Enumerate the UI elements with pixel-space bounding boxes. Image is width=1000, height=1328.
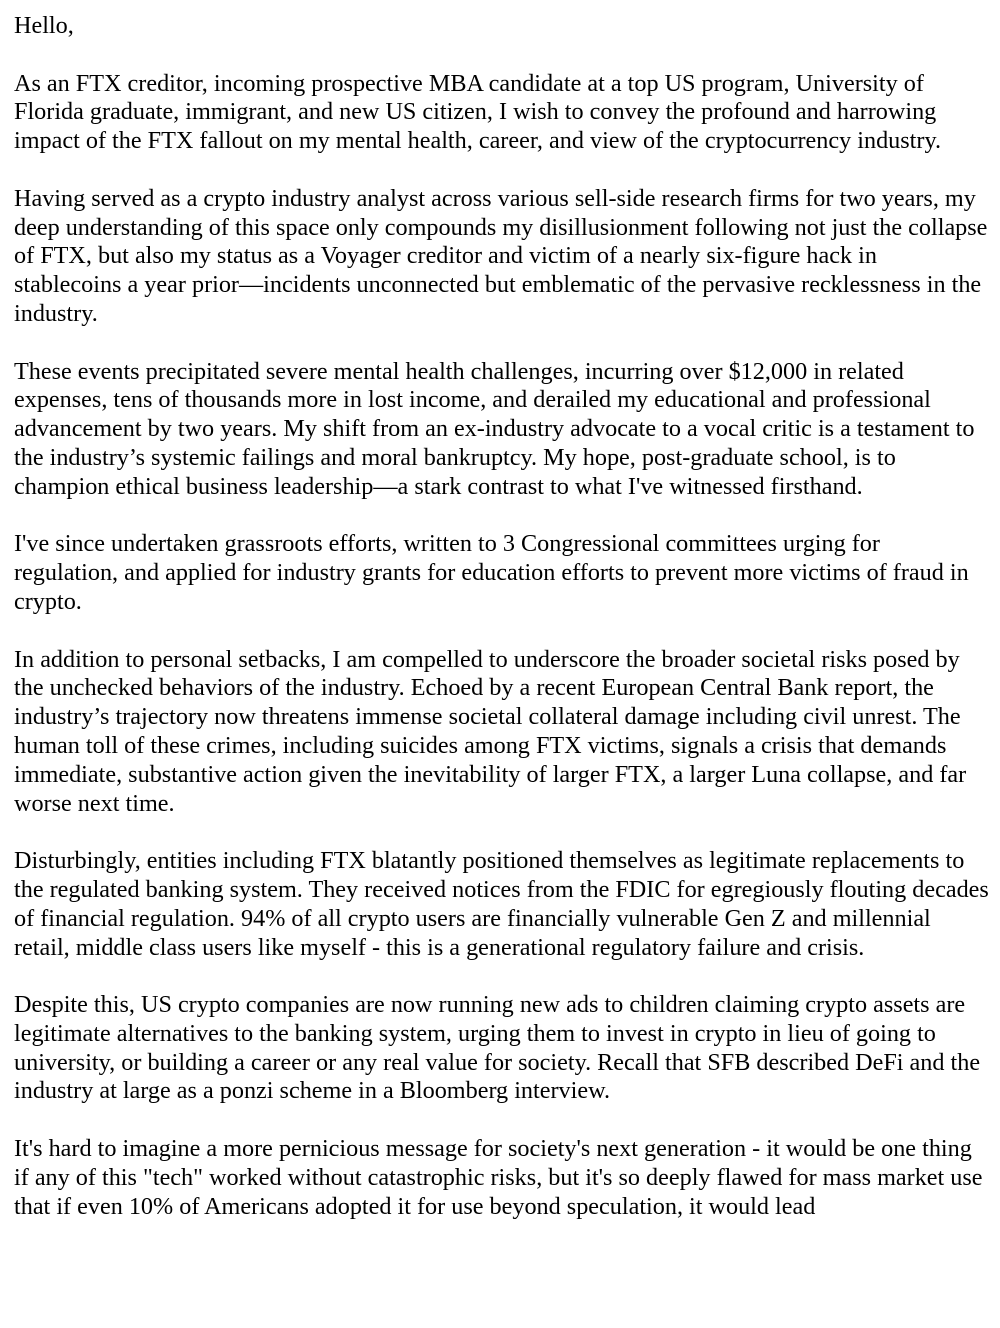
letter-paragraph-efforts: I've since undertaken grassroots efforts, written to 3 Congressional committees urging for regulation, and applied for industry grants for education efforts to prevent more victims of fraud in crypto. xyxy=(14,530,969,615)
letter-paragraph-impact: These events precipitated severe mental health challenges, incurring over $12,000 in related expenses, tens of thousands more in lost income, and derailed my educational and professional advancement by two years. My shift from an ex-industry advocate to a vocal critic is a testament to the industry’s systemic failings and moral bankruptcy. My hope, post-graduate school, is to champion ethical business leadership—a stark contrast to what I've witnessed firsthand. xyxy=(14,357,975,500)
letter-paragraph-pernicious-message: It's hard to imagine a more pernicious message for society's next generation - it would be one thing if any of this "tech" worked without catastrophic risks, but it's so deeply flawed for mass market use that if even 10% of Americans adopted it for use beyond speculation, it would lead xyxy=(14,1135,983,1220)
letter-greeting: Hello, xyxy=(14,12,74,39)
letter-paragraph-regulatory-failure: Disturbingly, entities including FTX blatantly positioned themselves as legitimate replacements to the regulated banking system. They received notices from the FDIC for egregiously flouting decades of financial regulation. 94% of all crypto users are financially vulnerable Gen Z and millennial retail, middle class users like myself - this is a generational regulatory failure and crisis. xyxy=(14,847,989,961)
letter-paragraph-ads-to-children: Despite this, US crypto companies are now running new ads to children claiming crypto assets are legitimate alternatives to the banking system, urging them to invest in crypto in lieu of going to university, or building a career or any real value for society. Recall that SFB described DeFi and the industry at large as a ponzi scheme in a Bloomberg interview. xyxy=(14,991,981,1105)
letter-paragraph-background: Having served as a crypto industry analyst across various sell-side research firms for two years, my deep understanding of this space only compounds my disillusionment following not just the collapse of FTX, but also my status as a Voyager creditor and victim of a nearly six-figure hack in stablecoins a year prior—incidents unconnected but emblematic of the pervasive recklessness in the industry. xyxy=(14,184,988,327)
letter-body xyxy=(14,12,990,1250)
letter-paragraph-societal-risks: In addition to personal setbacks, I am compelled to underscore the broader societal risks posed by the unchecked behaviors of the industry. Echoed by a recent European Central Bank report, the industry’s trajectory now threatens immense societal collateral damage including civil unrest. The human toll of these crimes, including suicides among FTX victims, signals a crisis that demands immediate, substantive action given the inevitability of larger FTX, a larger Luna collapse, and far worse next time. xyxy=(14,645,967,817)
letter-paragraph-intro: As an FTX creditor, incoming prospective MBA candidate at a top US program, University of Florida graduate, immigrant, and new US citizen, I wish to convey the profound and harrowing impact of the FTX fallout on my mental health, career, and view of the cryptocurrency industry. xyxy=(14,69,942,155)
